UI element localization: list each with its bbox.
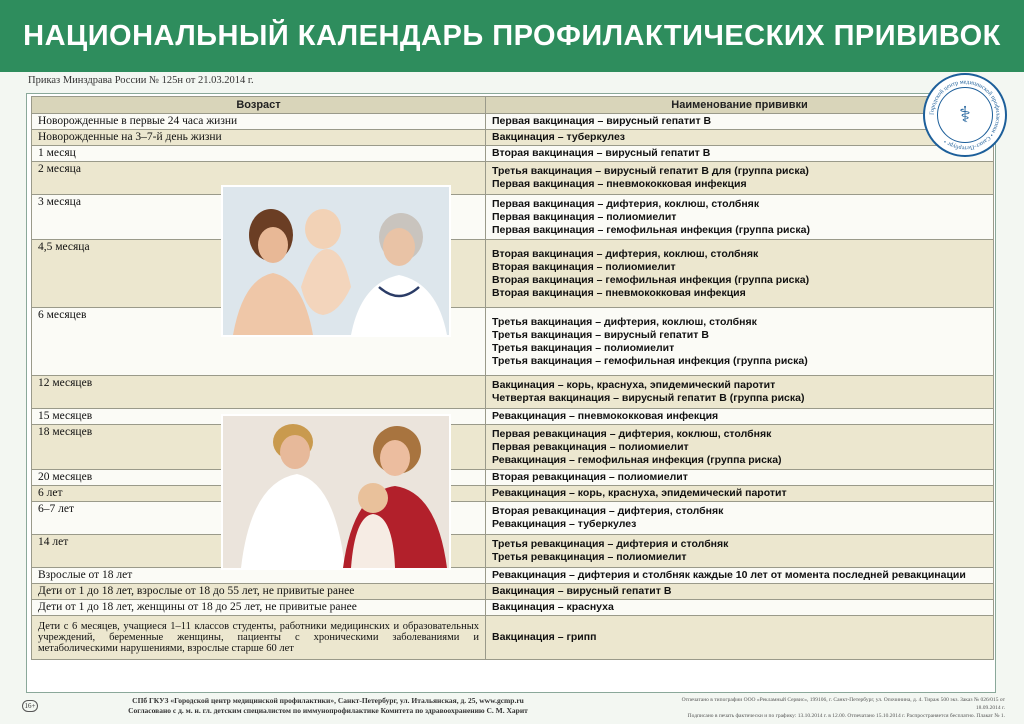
vaccine-entry: Вторая ревакцинация – полиомиелит [492,471,688,483]
table-row [32,409,994,425]
doctor-infant-illustration [223,187,449,335]
age-cell: 2 месяца [32,162,486,195]
vaccine-cell [486,162,994,195]
printing-line-2: Подписано в печать фактически и по графику: 13.10.2014 г. в 12.00. Отпечатано 15.10.2014 г. Распространяется бесплатно. Плакат № 1. [687,713,1005,719]
age-cell: 4,5 месяца [32,240,486,308]
vaccine-entry: Вакцинация – туберкулез [492,131,626,143]
vaccine-cell [486,308,994,376]
vaccine-entry: Третья вакцинация – вирусный гепатит В для (группа риска) [492,165,809,177]
table-row [32,195,994,240]
age-cell: 3 месяца [32,195,486,240]
vaccine-entry: Вторая вакцинация – пневмококковая инфекция [492,286,746,299]
age-cell: 6 месяцев [32,308,486,376]
table-row [32,502,994,535]
vaccine-entry: Четвертая вакцинация – вирусный гепатит В (группа риска) [492,392,805,404]
page-title: НАЦИОНАЛЬНЫЙ КАЛЕНДАРЬ ПРОФИЛАКТИЧЕСКИХ ПРИВИВОК [23,20,1001,52]
table-body [32,114,994,660]
vaccine-column-header: Наименование прививки [486,97,994,114]
age-rating-badge: 16+ [22,700,38,712]
vaccine-cell [486,146,994,162]
vaccine-cell [486,114,994,130]
age-cell: Дети с 6 месяцев, учащиеся 1–11 классов студенты, работники медицинских и образовательных учреждений, беременные женщины, пациенты с хроническими заболеваниями и метаболическими нарушениями, взрослые старше 60 лет [32,616,486,660]
footer [0,693,1024,724]
table-row [32,568,994,584]
table-header-row [32,97,994,114]
vaccine-entry: Первая вакцинация – вирусный гепатит В [492,115,712,127]
age-cell: 1 месяц [32,146,486,162]
vaccine-entry: Вакцинация – корь, краснуха, эпидемический паротит [492,379,776,391]
age-cell: Новорожденные на 3–7-й день жизни [32,130,486,146]
vaccine-entry: Первая ревакцинация – полиомиелит [492,440,689,453]
vaccine-cell [486,425,994,470]
vaccine-entry: Первая ревакцинация – дифтерия, коклюш, столбняк [492,427,772,440]
vaccine-entry: Ревакцинация – пневмококковая инфекция [492,410,719,422]
table-row [32,584,994,600]
age-cell: 6 лет [32,486,486,502]
vaccine-cell [486,470,994,486]
svg-text:Городской центр медицинской пр: Городской центр медицинской профилактики • Санкт-Петербург • [929,79,1001,151]
table-row [32,470,994,486]
vaccine-entry: Вторая вакцинация – гемофильная инфекция (группа риска) [492,273,810,286]
vaccine-entry: Третья вакцинация – вирусный гепатит В [492,328,709,341]
caduceus-icon: ⚕ [937,87,993,143]
order-reference: Приказ Минздрава России № 125н от 21.03.2014 г. [28,75,254,86]
table-row [32,240,994,308]
printing-line-1: Отпечатано в типографии ООО «Рекламный Сервис», 199106, г. Санкт-Петербург, ул. Опочинина, д. 4. Тираж 500 экз. Заказ № 026/015 от 18.09.2014 г. [681,697,1005,711]
vaccine-cell [486,376,994,409]
vaccine-entry: Третья вакцинация – полиомиелит [492,341,675,354]
publisher-info [118,696,538,716]
table-row [32,130,994,146]
photo-doctor-with-infant [221,185,451,337]
vaccine-cell [486,409,994,425]
age-cell: 12 месяцев [32,376,486,409]
doctor-child-illustration [223,416,449,568]
publisher-line-2: Согласовано с д. м. н. гл. детским специалистом по иммунопрофилактике Комитета по здравоохранению С. М. Харит [128,706,528,715]
vaccine-entry: Третья ревакцинация – дифтерия и столбняк [492,538,729,550]
vaccine-entry: Третья вакцинация – гемофильная инфекция (группа риска) [492,354,808,367]
table-row [32,616,994,660]
age-cell: 14 лет [32,535,486,568]
age-cell: Новорожденные в первые 24 часа жизни [32,114,486,130]
vaccine-entry: Вакцинация – вирусный гепатит В [492,585,672,597]
vaccine-cell [486,240,994,308]
table-row [32,376,994,409]
vaccine-entry: Первая вакцинация – дифтерия, коклюш, столбняк [492,197,760,210]
vaccine-cell [486,616,994,660]
vaccine-cell [486,502,994,535]
table-row [32,425,994,470]
vaccine-cell [486,535,994,568]
vaccine-cell [486,568,994,584]
table-row [32,114,994,130]
vaccine-entry: Первая вакцинация – полиомиелит [492,210,677,223]
age-cell: 15 месяцев [32,409,486,425]
age-cell: 6–7 лет [32,502,486,535]
vaccine-entry: Вторая вакцинация – дифтерия, коклюш, столбняк [492,247,759,260]
vaccine-entry: Вторая ревакцинация – дифтерия, столбняк [492,505,724,517]
vaccine-entry: Первая вакцинация – гемофильная инфекция (группа риска) [492,223,810,236]
vaccine-entry: Ревакцинация – туберкулез [492,518,637,530]
vaccine-entry: Вторая вакцинация – полиомиелит [492,260,676,273]
printing-info [660,696,1005,720]
table-row [32,146,994,162]
vaccine-entry: Ревакцинация – корь, краснуха, эпидемический паротит [492,487,787,499]
vaccine-cell [486,195,994,240]
vaccine-entry: Третья вакцинация – дифтерия, коклюш, столбняк [492,315,757,328]
vaccine-entry: Вторая вакцинация – вирусный гепатит В [492,147,711,159]
header-bar [0,0,1024,72]
age-cell: Взрослые от 18 лет [32,568,486,584]
vaccine-cell [486,486,994,502]
vaccine-entry: Ревакцинация – дифтерия и столбняк каждые 10 лет от момента последней ревакцинации [492,569,966,581]
vaccine-entry: Вакцинация – грипп [492,631,597,643]
table-row [32,162,994,195]
vaccine-cell [486,584,994,600]
age-cell: Дети от 1 до 18 лет, женщины от 18 до 25 лет, не привитые ранее [32,600,486,616]
vaccine-entry: Вакцинация – краснуха [492,601,614,613]
clinic-seal-logo [923,73,1007,157]
table-row [32,308,994,376]
vaccination-table [31,96,994,660]
table-row [32,600,994,616]
vaccine-entry: Третья ревакцинация – полиомиелит [492,551,687,563]
vaccine-entry: Ревакцинация – гемофильная инфекция (группа риска) [492,453,782,466]
age-cell: 20 месяцев [32,470,486,486]
vaccine-cell [486,600,994,616]
table-row [32,535,994,568]
vaccine-cell [486,130,994,146]
age-cell: 18 месяцев [32,425,486,470]
photo-doctor-examining-child [221,414,451,570]
vaccine-entry: Первая вакцинация – пневмококковая инфекция [492,178,747,190]
age-cell: Дети от 1 до 18 лет, взрослые от 18 до 55 лет, не привитые ранее [32,584,486,600]
age-column-header: Возраст [32,97,486,114]
publisher-line-1: СПб ГКУЗ «Городской центр медицинской профилактики», Санкт-Петербург, ул. Итальянская, д. 25, www.gcmp.ru [132,696,524,705]
table-row [32,486,994,502]
